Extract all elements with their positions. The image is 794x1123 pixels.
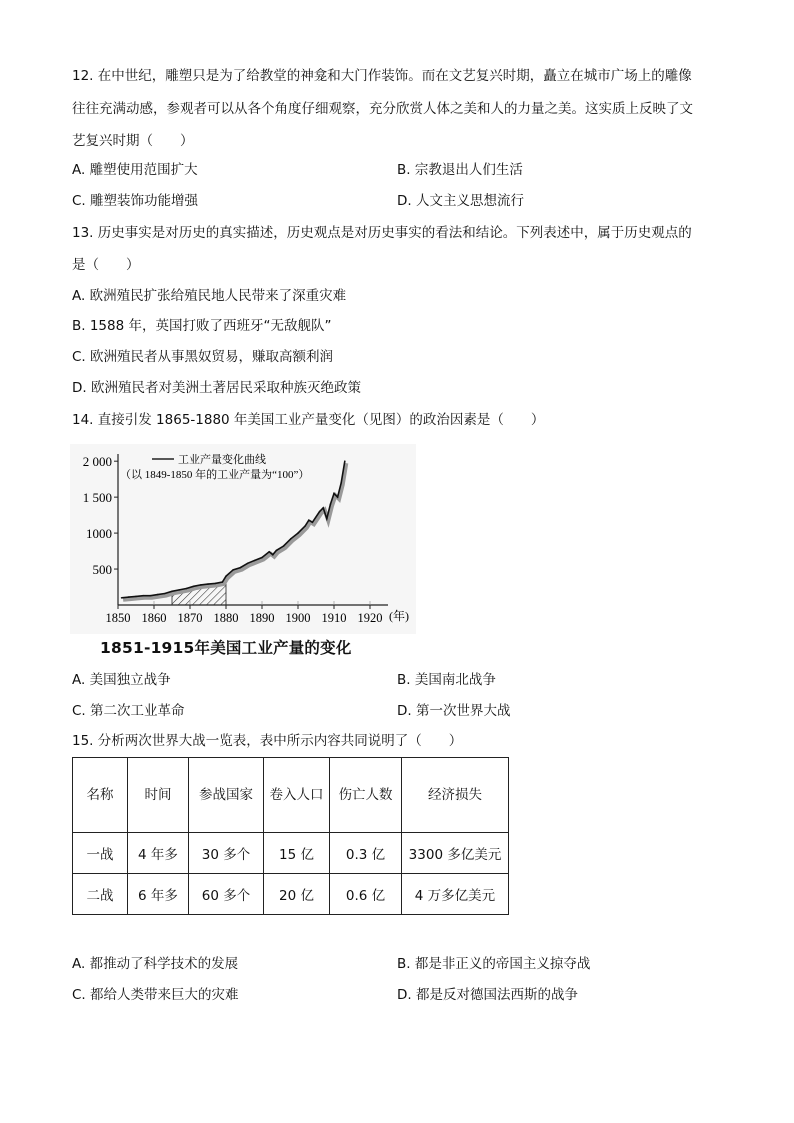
data-point xyxy=(337,496,339,498)
data-point xyxy=(171,591,173,593)
x-tick-label: 1880 xyxy=(213,611,239,625)
q12-option-d[interactable]: D. 人文主义思想流行 xyxy=(397,193,524,209)
y-tick-label: 500 xyxy=(92,562,112,578)
q13-stem-line-2: 是（ ） xyxy=(72,257,140,273)
q15-option-d[interactable]: D. 都是反对德国法西斯的战争 xyxy=(397,987,578,1003)
data-point xyxy=(142,595,144,597)
data-point xyxy=(254,560,256,562)
q13-option-c[interactable]: C. 欧洲殖民者从事黑奴贸易，赚取高额利润 xyxy=(72,349,334,365)
world-wars-table xyxy=(72,757,509,915)
q14-option-a[interactable]: A. 美国独立战争 xyxy=(72,672,171,688)
industry-output-chart xyxy=(70,444,416,664)
q14-option-d[interactable]: D. 第一次世界大战 xyxy=(397,703,511,719)
header-casualties: 伤亡人数 xyxy=(330,758,402,833)
table-cell: 0.6 亿 xyxy=(330,874,402,915)
data-point xyxy=(322,507,324,509)
table-cell: 一战 xyxy=(73,833,128,874)
q12-option-a[interactable]: A. 雕塑使用范围扩大 xyxy=(72,162,198,178)
q13-option-b[interactable]: B. 1588 年，英国打败了西班牙“无敌舰队” xyxy=(72,318,332,334)
chart-caption: 1851-1915年美国工业产量的变化 xyxy=(100,639,352,657)
data-point xyxy=(297,532,299,534)
data-point xyxy=(326,518,328,520)
data-point xyxy=(340,482,342,484)
q15-stem-line-1: 15. 分析两次世界大战一览表，表中所示内容共同说明了（ ） xyxy=(72,733,463,749)
table-cell: 0.3 亿 xyxy=(330,833,402,874)
data-point xyxy=(135,596,137,598)
x-tick-label: 1910 xyxy=(321,611,347,625)
data-point xyxy=(232,569,234,571)
legend-label: 工业产量变化曲线 xyxy=(178,454,266,466)
data-point xyxy=(121,597,123,599)
q13-stem-line-1: 13. 历史事实是对历史的真实描述，历史观点是对历史事实的看法和结论。下列表述中，属于历史观点的 xyxy=(72,225,692,241)
data-point xyxy=(222,581,224,583)
q13-option-d[interactable]: D. 欧洲殖民者对美洲土著居民采取种族灭绝政策 xyxy=(72,380,361,396)
data-point xyxy=(319,511,321,513)
data-point xyxy=(308,519,310,521)
data-point xyxy=(164,593,166,595)
data-point xyxy=(150,595,152,597)
q12-stem-line-3: 艺复兴时期（ ） xyxy=(72,133,194,149)
table-cell: 20 亿 xyxy=(264,874,330,915)
y-tick-label: 1000 xyxy=(86,526,112,542)
data-point xyxy=(268,551,270,553)
x-tick-label: 1890 xyxy=(249,611,275,625)
table-cell: 6 年多 xyxy=(128,874,189,915)
q12-stem-line-2: 往往充满动感，参观者可以从各个角度仔细观察，充分欣赏人体之美和人的力量之美。这实质上反映了文 xyxy=(72,101,693,117)
data-point xyxy=(128,596,130,598)
table-cell: 3300 多亿美元 xyxy=(402,833,509,874)
q15-option-b[interactable]: B. 都是非正义的帝国主义掠夺战 xyxy=(397,956,591,972)
data-point xyxy=(333,493,335,495)
table-header-row xyxy=(73,758,509,833)
x-tick-label: 1920 xyxy=(357,611,383,625)
data-point xyxy=(207,583,209,585)
table-cell: 30 多个 xyxy=(189,833,264,874)
header-duration: 时间 xyxy=(128,758,189,833)
q14-option-b[interactable]: B. 美国南北战争 xyxy=(397,672,496,688)
table-row xyxy=(73,874,509,915)
x-tick-label: 1850 xyxy=(105,611,131,625)
table-cell: 4 万多亿美元 xyxy=(402,874,509,915)
table-cell: 15 亿 xyxy=(264,833,330,874)
data-point xyxy=(193,586,195,588)
header-population: 卷入人口 xyxy=(264,758,330,833)
data-point xyxy=(312,522,314,524)
data-point xyxy=(330,504,332,506)
legend-note: （以 1849-1850 年的工业产量为“100”） xyxy=(120,469,310,481)
q12-option-b[interactable]: B. 宗教退出人们生活 xyxy=(397,162,523,178)
data-point xyxy=(225,575,227,577)
table-cell: 60 多个 xyxy=(189,874,264,915)
table-row xyxy=(73,833,509,874)
chart-canvas xyxy=(70,444,416,634)
data-point xyxy=(283,545,285,547)
y-tick-label: 1 500 xyxy=(82,490,112,506)
table-cell: 二战 xyxy=(73,874,128,915)
data-point xyxy=(178,589,180,591)
data-point xyxy=(247,563,249,565)
q14-option-c[interactable]: C. 第二次工业革命 xyxy=(72,703,185,719)
data-point xyxy=(200,584,202,586)
header-name: 名称 xyxy=(73,758,128,833)
header-economic-loss: 经济损失 xyxy=(402,758,509,833)
q15-option-a[interactable]: A. 都推动了科学技术的发展 xyxy=(72,956,239,972)
data-point xyxy=(214,583,216,585)
data-point xyxy=(290,538,292,540)
q13-option-a[interactable]: A. 欧洲殖民扩张给殖民地人民带来了深重灾难 xyxy=(72,288,347,304)
data-point xyxy=(344,460,346,462)
header-countries: 参战国家 xyxy=(189,758,264,833)
data-point xyxy=(276,550,278,552)
x-tick-label: 1870 xyxy=(177,611,203,625)
table-cell: 4 年多 xyxy=(128,833,189,874)
data-point xyxy=(240,567,242,569)
y-tick-label: 2 000 xyxy=(82,454,112,470)
q14-stem-line-1: 14. 直接引发 1865-1880 年美国工业产量变化（见图）的政治因素是（ ） xyxy=(72,412,545,428)
q12-stem-line-1: 12. 在中世纪，雕塑只是为了给教堂的神龛和大门作装饰。而在文艺复兴时期，矗立在城市广场上的雕像 xyxy=(72,68,692,84)
x-tick-label: 1860 xyxy=(141,611,167,625)
x-axis-unit: (年) xyxy=(389,609,409,623)
data-point xyxy=(186,588,188,590)
x-tick-label: 1900 xyxy=(285,611,311,625)
data-point xyxy=(272,554,274,556)
data-point xyxy=(304,525,306,527)
q15-option-c[interactable]: C. 都给人类带来巨大的灾难 xyxy=(72,987,239,1003)
q12-option-c[interactable]: C. 雕塑装饰功能增强 xyxy=(72,193,199,209)
data-point xyxy=(157,594,159,596)
data-point xyxy=(261,557,263,559)
